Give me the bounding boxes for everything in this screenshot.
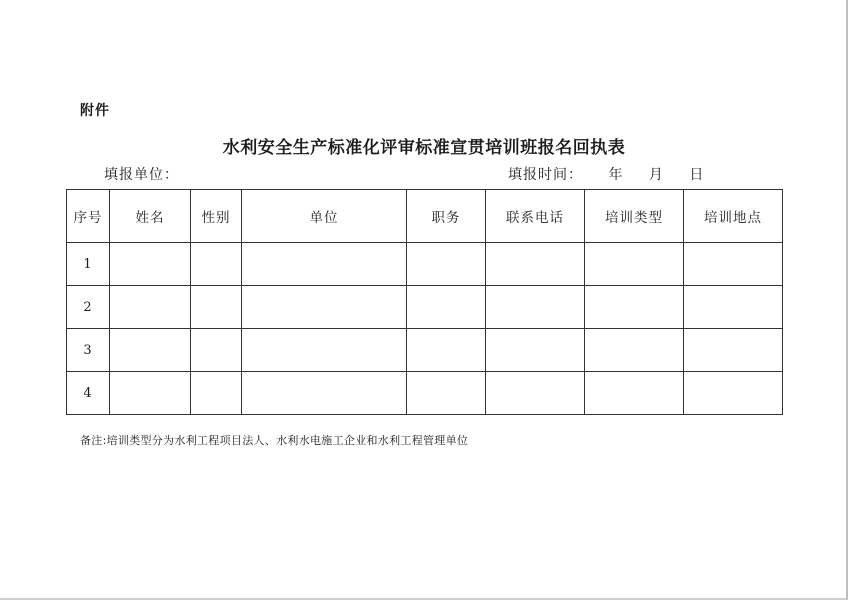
phone-cell[interactable] [486,286,585,329]
training-type-cell[interactable] [585,286,684,329]
header-unit: 单位 [242,190,407,243]
header-position: 职务 [407,190,486,243]
table-row [67,286,783,329]
gender-cell[interactable] [191,286,242,329]
position-cell[interactable] [407,286,486,329]
gender-cell[interactable] [191,329,242,372]
row-index: 1 [67,243,110,286]
phone-cell[interactable] [486,243,585,286]
training-location-cell[interactable] [684,372,783,415]
phone-cell[interactable] [486,372,585,415]
date-month-label: 月 [648,167,664,183]
document-title: 水利安全生产标准化评审标准宣贯培训班报名回执表 [222,138,626,158]
footnote: 备注:培训类型分为水利工程项目法人、水利水电施工企业和水利工程管理单位 [80,434,469,447]
header-training-location: 培训地点 [684,190,783,243]
registration-table [66,189,783,415]
name-cell[interactable] [110,243,191,286]
row-index: 3 [67,329,110,372]
position-cell[interactable] [407,329,486,372]
name-cell[interactable] [110,329,191,372]
position-cell[interactable] [407,243,486,286]
training-location-cell[interactable] [684,243,783,286]
fill-time-label: 填报时间： [508,167,583,183]
table-row [67,243,783,286]
gender-cell[interactable] [191,243,242,286]
header-phone: 联系电话 [486,190,585,243]
attachment-label: 附件 [80,103,110,119]
unit-cell[interactable] [242,329,407,372]
unit-cell[interactable] [242,286,407,329]
header-training-type: 培训类型 [585,190,684,243]
header-index: 序号 [67,190,110,243]
table-row [67,372,783,415]
header-gender: 性别 [191,190,242,243]
unit-cell[interactable] [242,372,407,415]
date-year-label: 年 [608,167,624,183]
position-cell[interactable] [407,372,486,415]
training-location-cell[interactable] [684,329,783,372]
phone-cell[interactable] [486,329,585,372]
gender-cell[interactable] [191,372,242,415]
training-location-cell[interactable] [684,286,783,329]
row-index: 2 [67,286,110,329]
table-row [67,329,783,372]
name-cell[interactable] [110,372,191,415]
header-name: 姓名 [110,190,191,243]
unit-cell[interactable] [242,243,407,286]
table-header-row [67,190,783,243]
training-type-cell[interactable] [585,243,684,286]
row-index: 4 [67,372,110,415]
training-type-cell[interactable] [585,372,684,415]
name-cell[interactable] [110,286,191,329]
training-type-cell[interactable] [585,329,684,372]
fill-unit-label: 填报单位： [104,167,179,183]
fill-time-field [508,164,704,184]
date-day-label: 日 [689,167,705,183]
